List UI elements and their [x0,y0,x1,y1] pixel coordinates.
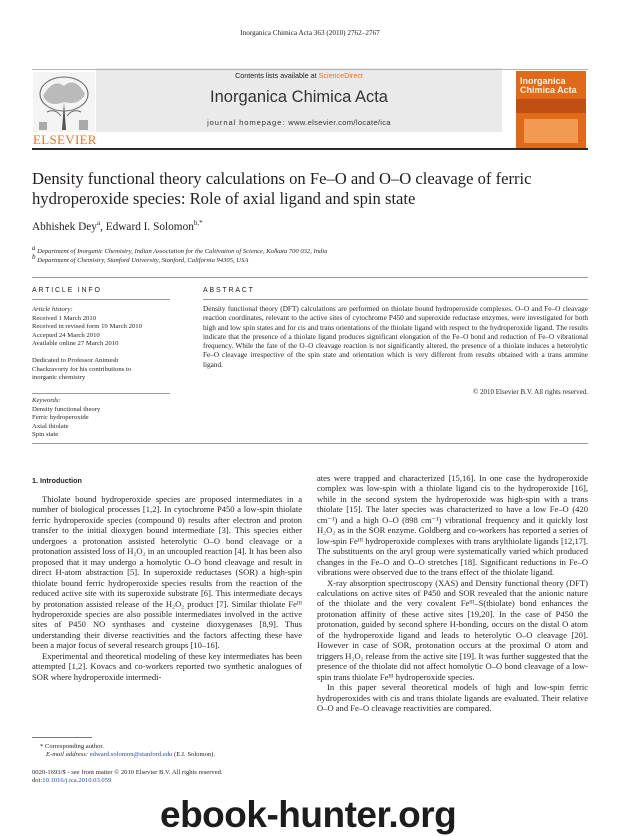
author-solomon-affil: b,* [193,219,203,228]
keyword-item: Axial thiolate [32,422,69,430]
keyword-item: Density functional theory [32,405,101,413]
doi-link[interactable]: 10.1016/j.ica.2010.03.059 [42,777,112,785]
article-info-heading: ARTICLE INFO [32,287,102,294]
right-column [317,473,588,713]
author-dey-affil: a [96,219,101,228]
corresponding-author-note [32,743,215,760]
elsevier-wordmark: ELSEVIER [33,132,97,147]
masthead-top-rule [32,69,588,70]
article-title [32,169,592,209]
abstract-rule [203,299,588,300]
section-heading-introduction: 1. Introduction [32,476,82,485]
elsevier-logo [33,72,95,148]
masthead-bottom-rule [32,148,588,150]
author-dey: Abhishek Dey [32,221,97,233]
keywords-label: Keywords: [32,397,61,404]
watermark: ebook-hunter.org [160,794,457,835]
dedication [32,357,172,383]
sciencedirect-link[interactable]: ScienceDirect [318,71,363,80]
doi-prefix: doi: [32,777,43,785]
history-received: Received 1 March 2010 [32,314,97,322]
keywords-rule [32,393,170,394]
dedication-line3: inorganic chemistry [32,374,86,382]
author-solomon: Edward I. Solomon [105,221,194,233]
journal-cover-thumbnail [516,71,586,148]
front-matter-meta [32,769,223,786]
keywords-block [32,397,172,440]
intro-paragraph-5: In this paper several theoretical models of high and low-spin ferric hydroperoxides with cis and trans thiolate ligands are evaluated. Their relative O–O and Fe–O cleavage reactivities are compared. [317,682,588,713]
contents-line [96,71,502,80]
affiliation-a [32,244,328,256]
author-list [32,221,203,233]
email-label: E-mail address: [46,751,90,759]
email-link[interactable]: edward.solomon@stanford.edu [89,751,173,759]
affiliation-b [32,253,249,265]
cover-title [520,77,584,95]
intro-paragraph-2: Experimental and theoretical modeling of these key intermediates has been attempted [1,2]. Kovacs and co-workers reported two synthetic analogues of SOR where hydroperoxide intermedi- [32,650,302,682]
cover-title-line2: Chimica Acta [520,85,577,95]
journal-name: Inorganica Chimica Acta [210,88,388,106]
homepage-url-link[interactable]: www.elsevier.com/locate/ica [288,118,391,127]
article-history [32,306,172,349]
article-info-rule [32,299,170,300]
corresponding-label: * Corresponding author. [40,743,104,750]
aff-a-text: Department of Inorganic Chemistry, Indian Association for the Cultivation of Science, Kolkata 700 032, India [37,248,328,256]
aff-b-label: b [32,253,36,261]
aff-b-text: Department of Chemistry, Stanford University, Stanford, California 94305, USA [37,257,249,265]
cover-title-line1: Inorganica [520,76,566,86]
header-separator [32,277,588,278]
author-separator: , [100,221,106,233]
issn-line: 0020-1693/$ - see front matter © 2010 Elsevier B.V. All rights reserved. [32,769,223,776]
journal-homepage [96,118,502,127]
intro-paragraph-3: ates were trapped and characterized [15,16]. In one case the hydroperoxide complex was low-spin with a thiolate ligand cis to the hydroperoxide [16], while in the second system the hydroperoxide was high-spin with a trans thiolate [15]. The later species was characterized to have a low Fe–O (420 cm⁻¹) and a high O–O (898 cm⁻¹) vibrational frequency and it quickly lost H₂O₂ as in the SOR enzyme. Goldberg and co-workers has reported a series of low-spin Feᴵᴵᴵ hydroperoxide complexes with trans arylthiolate ligands [12,17]. The substituents on the aryl group were systematically varied which produced changes in the Fe–O and O–O stretches [18]. Significant reductions in Fe–O vibrations were observed due to the trans effect of the thiolate ligand. [317,473,588,578]
history-label: Article history: [32,306,73,313]
history-accepted: Accepted 24 March 2010 [32,331,100,339]
contents-prefix: Contents lists available at [235,71,319,80]
keyword-item: Spin state [32,431,59,439]
email-suffix: (E.I. Solomon). [172,751,216,759]
history-revised: Received in revised form 19 March 2010 [32,323,142,331]
intro-paragraph-4: X-ray absorption spectroscopy (XAS) and Density functional theory (DFT) calculations on active sites of P450 and SOR revealed that the anionic nature of the thiolate and the very covalent Feᴵᴵᴵ–S(thiolate) bond enhances the protonation affinity of these active sites [19,20]. In the case of P450 the protonation, guided by second sphere H-bonding, occurs on the distal O atom of the hydroperoxide ligand and leads to heterolytic O–O cleavage [20]. However in case of SOR, protonation occurs at the proximal O atom and triggers H₂O₂ release from the active site [19]. It was further suggested that the presence of the thiolate did not affect homolytic O–O bond cleavage of a low-spin trans thiolate Feᴵᴵᴵ hydroperoxide species. [317,577,588,682]
abstract-copyright: © 2010 Elsevier B.V. All rights reserved. [472,388,588,396]
homepage-prefix: journal homepage: [207,118,289,127]
left-column [32,494,302,682]
dedication-line1: Dedicated to Professor Animesh [32,357,119,364]
front-matter-end-rule [32,443,588,444]
title-line2: hydroperoxide species: Role of axial ligand and spin state [32,189,416,208]
cover-graphic [524,119,578,143]
footnote-rule [32,737,92,738]
email-line [32,751,215,759]
dedication-line2: Chackravorty for his contributions to [32,365,132,373]
keyword-item: Ferric hydroperoxide [32,414,89,422]
abstract-text: Density functional theory (DFT) calculations are performed on thiolate bound hydroperoxide complexes. O–O and Fe–O cleavage reaction coordinates, relevant to the active sites of cytochrome P450 and superoxide reductase enzymes, were investigated for both high and low spin states and for cis and trans orientations of the thiolate ligand with respect to the hydroperoxide ligand. The results indicate that the presence of a thiolate ligand produces significant elongation of the Fe–O bond and reduction of Fe–O vibrational frequency. While the fate of the O–O cleavage reaction is not significantly altered, the presence of a thiolate induces a heterolytic Fe–O cleavage irrespective of the spin state and orientation which is very different from results obtained with a trans ammine ligand. [203,305,588,369]
intro-paragraph-1: Thiolate bound hydroperoxide species are proposed intermediates in a number of biological processes [1,2]. In cytochrome P450 a low-spin thiolate ferric hydroperoxide species (compound 0) results after electron and proton transfer to the initial dioxygen bound intermediate [3]. This species either undergoes a protonation assisted heterolytic O–O bond cleavage or a protonation assisted loss of H₂O₂ in an uncoupled reaction [4]. It has been also proposed that it may undergo a homolytic O–O bond cleavage and result in direct H-atom abstraction [5]. In superoxide reductases (SOR) a high-spin thiolate bound ferric hydroperoxide species results from the reaction of the reduced active site with its superoxide substrate [6]. This intermediate decays by protonation assisted release of the H₂O₂ product [7]. Similar thiolate Feᴵᴵᴵ hydroperoxide species are also possible intermediates involved in the active sites of P450 NO synthases and cysteine dioxygenases [8,9]. Thus understanding their diverse reactivities and the factors affecting these have been a major focus of several research groups [10–16]. [32,494,302,651]
cover-band [516,99,586,113]
running-head: Inorganica Chimica Acta 363 (2010) 2762–2767 [240,29,380,37]
abstract-heading: ABSTRACT [203,287,255,294]
title-line1: Density functional theory calculations on Fe–O and O–O cleavage of ferric [32,169,532,188]
aff-a-label: a [32,244,36,252]
history-online: Available online 27 March 2010 [32,340,119,348]
